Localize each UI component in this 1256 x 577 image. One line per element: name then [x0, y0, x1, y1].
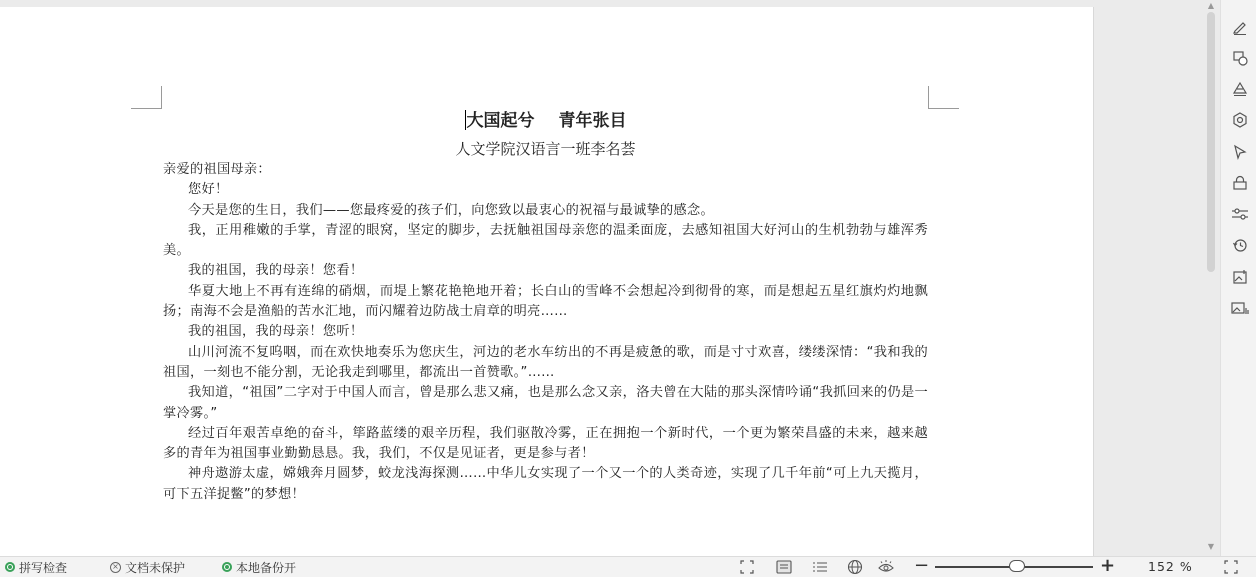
status-bar — [0, 556, 1256, 577]
unprotected-icon: × — [110, 562, 121, 573]
local-backup-button[interactable] — [222, 559, 296, 575]
paragraph: 今天是您的生日，我们——您最疼爱的孩子们，向您致以最衷心的祝福与最诚挚的感念。 — [188, 202, 715, 218]
zoom-slider-thumb[interactable] — [1009, 560, 1025, 572]
paragraph: 经过百年艰苦卓绝的奋斗，筚路蓝缕的艰辛历程，我们驱散冷雾，正在拥抱一个新时代，一个更为繁荣昌盛的未来，越来越多的青年为祖国事业勤勤恳恳。我，我们，不仅是见证者，更是参与者！ — [163, 425, 928, 462]
crop-mark-top-right — [928, 86, 959, 109]
local-backup-label: 本地备份开 — [236, 560, 297, 575]
document-title — [163, 108, 928, 134]
shapes-icon[interactable] — [1229, 47, 1251, 69]
backup-icon — [222, 562, 232, 572]
fit-page-icon[interactable] — [1222, 559, 1240, 575]
pen-icon[interactable] — [1229, 16, 1251, 38]
doc-protection-button[interactable] — [110, 559, 185, 575]
spell-check-button[interactable] — [5, 559, 67, 575]
paragraph: 我的祖国，我的母亲！您看！ — [188, 263, 364, 279]
lock-icon[interactable] — [1229, 172, 1251, 194]
spell-check-label: 拼写检查 — [19, 560, 68, 575]
image-add-icon[interactable] — [1229, 266, 1251, 288]
paragraph: 您好！ — [188, 182, 229, 198]
doc-protection-label: 文档未保护 — [125, 560, 186, 575]
scroll-up-icon[interactable]: ▲ — [1207, 1, 1215, 10]
paragraph: 山川河流不复呜咽，而在欢快地奏乐为您庆生，河边的老水车纺出的不再是疲惫的歌，而是寸寸欢喜，缕缕深情：“我和我的祖国，一刻也不能分割，无论我走到哪里，都流出一首赞歌。”…… — [163, 344, 928, 380]
history-icon[interactable] — [1229, 234, 1251, 256]
page-view-icon[interactable] — [775, 559, 793, 575]
settings-hex-icon[interactable] — [1229, 109, 1251, 131]
zoom-in-button[interactable]: + — [1100, 555, 1116, 576]
eye-protect-icon[interactable] — [877, 559, 895, 575]
paragraph: 华夏大地上不再有连绵的硝烟，而堤上繁花艳艳地开着；长白山的雪峰不会想起冷到彻骨的寒，而是想起五星红旗灼灼地飘扬；南海不会是渔船的苦水汇地，而闪耀着边防战士肩章的明亮…… — [163, 283, 928, 320]
text-cursor — [465, 110, 466, 130]
image-text-icon[interactable] — [1229, 297, 1251, 319]
vertical-scrollbar[interactable] — [1204, 0, 1218, 556]
paragraph: 我知道，“祖国”二字对于中国人而言，曾是那么悲又痛，也是那么念又亲，洛夫曾在大陆的那头深情吟诵“我抓回来的仍是一掌冷雾。” — [163, 385, 928, 421]
crop-mark-top-left — [131, 86, 162, 109]
paragraph: 我的祖国，我的母亲！您听！ — [188, 324, 364, 340]
document-body[interactable] — [163, 106, 928, 505]
adjust-icon[interactable] — [1229, 203, 1251, 225]
paragraph: 我，正用稚嫩的手掌，青涩的眼窝，坚定的脚步，去抚触祖国母亲您的温柔面庞，去感知祖国大好河山的生机勃勃与雄浑秀美。 — [163, 222, 928, 259]
scroll-thumb[interactable] — [1207, 12, 1215, 272]
web-view-icon[interactable] — [846, 559, 864, 575]
fullscreen-icon[interactable] — [738, 559, 756, 575]
eraser-icon[interactable] — [1229, 78, 1251, 100]
title-part-2: 青年张目 — [558, 111, 627, 131]
paragraph: 亲爱的祖国母亲： — [163, 162, 271, 177]
scroll-down-icon[interactable]: ▼ — [1207, 542, 1215, 551]
right-toolbar — [1220, 0, 1256, 556]
select-arrow-icon[interactable] — [1229, 141, 1251, 163]
title-part-1: 大国起兮 — [466, 111, 535, 131]
outline-view-icon[interactable] — [811, 559, 829, 575]
paragraph: 神舟遨游太虚，嫦娥奔月圆梦，蛟龙浅海探测……中华儿女实现了一个又一个的人类奇迹，实现了几千年前“可上九天揽月，可下五洋捉鳖”的梦想！ — [163, 466, 928, 502]
zoom-level[interactable]: 152 % — [1148, 559, 1193, 574]
spell-check-icon — [5, 562, 15, 572]
zoom-out-button[interactable]: − — [914, 555, 930, 576]
document-subtitle: 人文学院汉语言一班李名荟 — [455, 140, 636, 158]
